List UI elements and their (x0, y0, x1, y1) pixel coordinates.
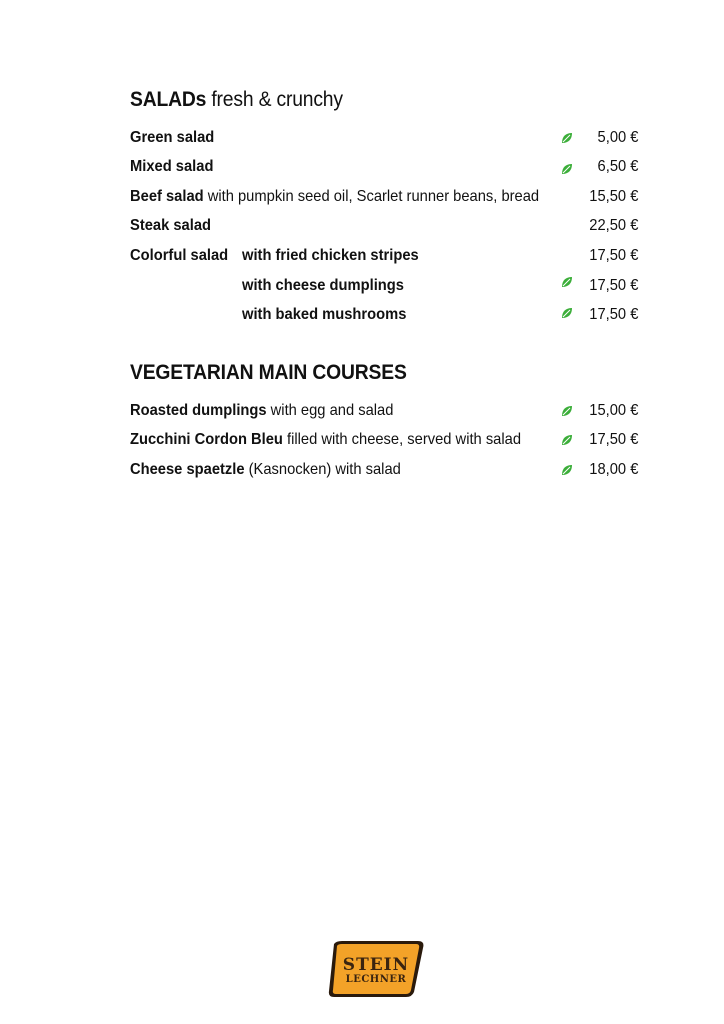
salads-heading (130, 88, 343, 112)
menu-item (130, 186, 640, 208)
leaf-icon (560, 404, 574, 418)
menu-item (130, 429, 640, 451)
leaf-icon (560, 131, 574, 145)
item-price: 15,50 € (588, 188, 638, 205)
menu-item (130, 127, 640, 149)
logo-line-2: LECHNER (345, 974, 407, 985)
item-name: Cheese spaetzle (130, 461, 245, 478)
item-name: Beef salad (130, 188, 204, 205)
item-name: Mixed salad (130, 158, 214, 175)
leaf-icon (560, 162, 574, 176)
menu-item (130, 459, 640, 481)
item-variant: with baked mushrooms (242, 306, 407, 323)
item-price: 22,50 € (588, 217, 638, 234)
menu-item (130, 400, 640, 422)
item-description: with egg and salad (266, 402, 394, 419)
item-name: Green salad (130, 129, 215, 146)
leaf-icon (560, 433, 574, 447)
menu-item (130, 304, 640, 326)
leaf-icon (560, 463, 574, 477)
item-name: Colorful salad (130, 247, 229, 264)
menu-item (130, 156, 640, 178)
item-price: 5,00 € (597, 129, 638, 146)
vegetarian-heading: VEGETARIAN MAIN COURSES (130, 361, 407, 384)
item-name: Roasted dumplings (130, 402, 267, 419)
item-name: Zucchini Cordon Bleu (130, 431, 283, 448)
leaf-icon (560, 275, 574, 289)
leaf-icon (560, 306, 574, 320)
menu-item (130, 215, 640, 237)
item-price: 17,50 € (588, 277, 638, 294)
item-variant: with cheese dumplings (242, 277, 404, 294)
item-price: 18,00 € (588, 461, 638, 478)
salads-title-rest: fresh & crunchy (206, 88, 343, 111)
item-variant: with fried chicken stripes (242, 247, 419, 264)
item-price: 17,50 € (588, 431, 638, 448)
item-price: 17,50 € (588, 247, 638, 264)
logo-line-1: STEIN (342, 955, 410, 975)
menu-item (130, 275, 640, 297)
item-description: with pumpkin seed oil, Scarlet runner beans, bread (203, 188, 540, 205)
item-description: (Kasnocken) with salad (244, 461, 401, 478)
menu-item (130, 245, 640, 267)
item-price: 6,50 € (597, 158, 638, 175)
item-price: 15,00 € (588, 402, 638, 419)
item-description: filled with cheese, served with salad (282, 431, 522, 448)
item-price: 17,50 € (588, 306, 638, 323)
item-name: Steak salad (130, 217, 212, 234)
salads-title-bold: SALADs (130, 88, 207, 111)
